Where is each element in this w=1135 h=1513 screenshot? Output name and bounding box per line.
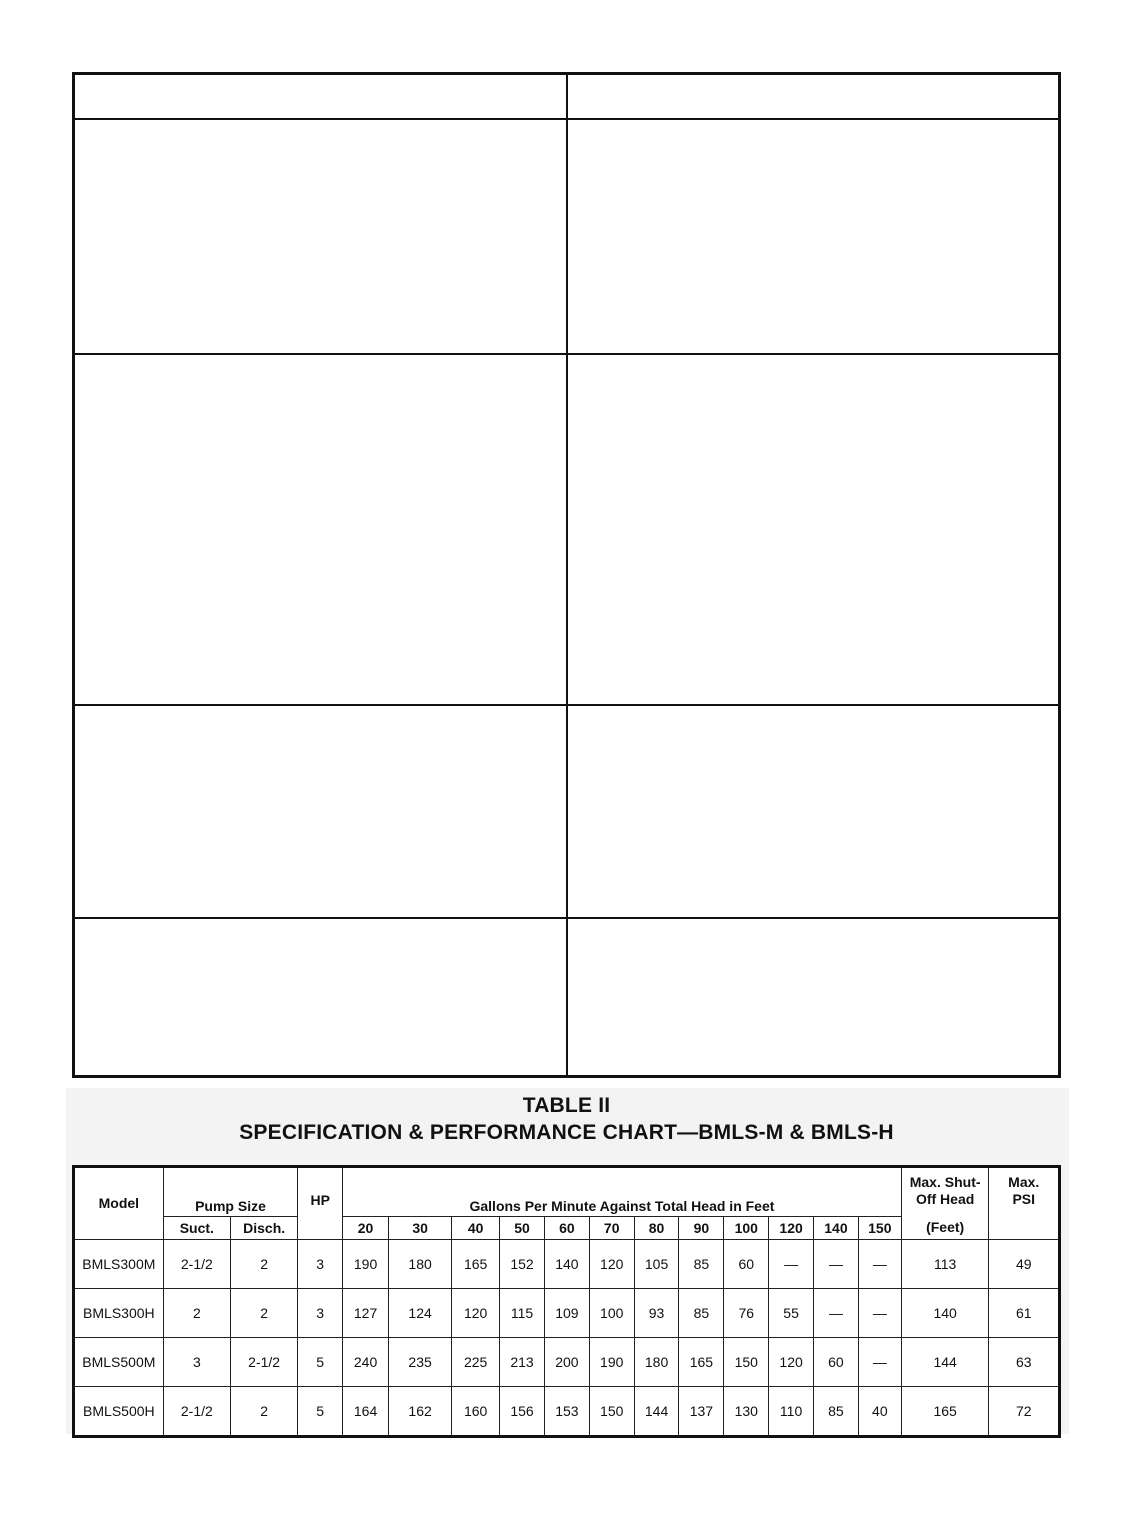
header-max-shutoff-line2: Off Head <box>915 1191 975 1207</box>
cell-gpm: 120 <box>769 1337 814 1386</box>
header-max-psi-line1: Max. <box>1008 1174 1040 1190</box>
table-row <box>74 1288 1060 1337</box>
cell-psi: 61 <box>989 1288 1060 1337</box>
header-head-80: 80 <box>634 1216 679 1239</box>
header-head-60: 60 <box>544 1216 589 1239</box>
cell-gpm: 137 <box>679 1386 724 1436</box>
header-pump-size: Pump Size <box>163 1167 298 1217</box>
cell-gpm: 160 <box>452 1386 500 1436</box>
cell-suct: 2 <box>163 1288 230 1337</box>
cell-gpm: 127 <box>343 1288 389 1337</box>
cell-gpm: — <box>814 1239 859 1288</box>
cell-gpm: 180 <box>389 1239 452 1288</box>
cell-gpm: — <box>814 1288 859 1337</box>
cell-gpm: 190 <box>343 1239 389 1288</box>
cell-model: BMLS500M <box>74 1337 164 1386</box>
table-row <box>74 1386 1060 1436</box>
cell-suct: 3 <box>163 1337 230 1386</box>
cell-gpm: 40 <box>858 1386 901 1436</box>
cell-model: BMLS300H <box>74 1288 164 1337</box>
cell-gpm: 225 <box>452 1337 500 1386</box>
cell-gpm: 60 <box>814 1337 859 1386</box>
header-head-30: 30 <box>389 1216 452 1239</box>
header-disch: Disch. <box>230 1216 297 1239</box>
cell-gpm: 93 <box>634 1288 679 1337</box>
header-max-psi-line2: PSI <box>1012 1191 1036 1207</box>
cell-gpm: 140 <box>544 1239 589 1288</box>
cell-gpm: 85 <box>679 1239 724 1288</box>
cell-psi: 49 <box>989 1239 1060 1288</box>
grid-row-divider <box>75 917 1058 919</box>
cell-gpm: 165 <box>679 1337 724 1386</box>
cell-gpm: — <box>769 1239 814 1288</box>
header-shutoff-unit: (Feet) <box>901 1216 989 1239</box>
cell-gpm: — <box>858 1288 901 1337</box>
cell-disch: 2 <box>230 1288 297 1337</box>
header-hp: HP <box>298 1167 343 1240</box>
header-head-120: 120 <box>769 1216 814 1239</box>
header-head-70: 70 <box>589 1216 634 1239</box>
cell-gpm: 60 <box>724 1239 769 1288</box>
cell-gpm: 152 <box>500 1239 545 1288</box>
cell-gpm: 105 <box>634 1239 679 1288</box>
cell-suct: 2-1/2 <box>163 1239 230 1288</box>
cell-hp: 5 <box>298 1386 343 1436</box>
cell-gpm: 85 <box>679 1288 724 1337</box>
cell-psi: 63 <box>989 1337 1060 1386</box>
table-row <box>74 1239 1060 1288</box>
grid-column-divider <box>566 75 568 1075</box>
cell-gpm: 165 <box>452 1239 500 1288</box>
header-head-150: 150 <box>858 1216 901 1239</box>
cell-model: BMLS500H <box>74 1386 164 1436</box>
empty-form-grid <box>72 72 1061 1078</box>
cell-suct: 2-1/2 <box>163 1386 230 1436</box>
cell-disch: 2 <box>230 1239 297 1288</box>
header-head-20: 20 <box>343 1216 389 1239</box>
grid-row-divider <box>75 704 1058 706</box>
header-head-100: 100 <box>724 1216 769 1239</box>
header-head-90: 90 <box>679 1216 724 1239</box>
header-suct: Suct. <box>163 1216 230 1239</box>
cell-gpm: 164 <box>343 1386 389 1436</box>
cell-gpm: 150 <box>724 1337 769 1386</box>
header-head-50: 50 <box>500 1216 545 1239</box>
cell-gpm: 109 <box>544 1288 589 1337</box>
cell-gpm: 115 <box>500 1288 545 1337</box>
cell-gpm: 200 <box>544 1337 589 1386</box>
cell-disch: 2 <box>230 1386 297 1436</box>
cell-gpm: 120 <box>589 1239 634 1288</box>
cell-disch: 2-1/2 <box>230 1337 297 1386</box>
header-max-shutoff-line1: Max. Shut- <box>909 1174 981 1190</box>
cell-shutoff: 140 <box>901 1288 989 1337</box>
cell-gpm: 235 <box>389 1337 452 1386</box>
cell-shutoff: 113 <box>901 1239 989 1288</box>
cell-model: BMLS300M <box>74 1239 164 1288</box>
table-number: TABLE II <box>522 1094 611 1117</box>
cell-gpm: 130 <box>724 1386 769 1436</box>
cell-hp: 5 <box>298 1337 343 1386</box>
cell-gpm: 124 <box>389 1288 452 1337</box>
cell-gpm: 144 <box>634 1386 679 1436</box>
cell-gpm: 76 <box>724 1288 769 1337</box>
cell-gpm: 190 <box>589 1337 634 1386</box>
cell-gpm: 100 <box>589 1288 634 1337</box>
cell-gpm: — <box>858 1337 901 1386</box>
cell-gpm: 180 <box>634 1337 679 1386</box>
cell-gpm: 240 <box>343 1337 389 1386</box>
cell-gpm: 120 <box>452 1288 500 1337</box>
header-gpm: Gallons Per Minute Against Total Head in Feet <box>343 1167 902 1217</box>
header-max-shutoff <box>901 1167 989 1217</box>
cell-gpm: 85 <box>814 1386 859 1436</box>
cell-gpm: — <box>858 1239 901 1288</box>
header-head-40: 40 <box>452 1216 500 1239</box>
grid-row-divider <box>75 118 1058 120</box>
header-head-140: 140 <box>814 1216 859 1239</box>
cell-shutoff: 144 <box>901 1337 989 1386</box>
cell-gpm: 150 <box>589 1386 634 1436</box>
header-max-psi <box>989 1167 1060 1240</box>
cell-gpm: 153 <box>544 1386 589 1436</box>
cell-psi: 72 <box>989 1386 1060 1436</box>
cell-gpm: 55 <box>769 1288 814 1337</box>
header-model: Model <box>74 1167 164 1240</box>
cell-gpm: 162 <box>389 1386 452 1436</box>
table-title: SPECIFICATION & PERFORMANCE CHART—BMLS-M & BMLS-H <box>239 1121 894 1144</box>
grid-row-divider <box>75 353 1058 355</box>
table-row <box>74 1337 1060 1386</box>
spec-performance-table <box>72 1165 1061 1438</box>
cell-hp: 3 <box>298 1239 343 1288</box>
cell-hp: 3 <box>298 1288 343 1337</box>
cell-shutoff: 165 <box>901 1386 989 1436</box>
cell-gpm: 110 <box>769 1386 814 1436</box>
cell-gpm: 156 <box>500 1386 545 1436</box>
cell-gpm: 213 <box>500 1337 545 1386</box>
